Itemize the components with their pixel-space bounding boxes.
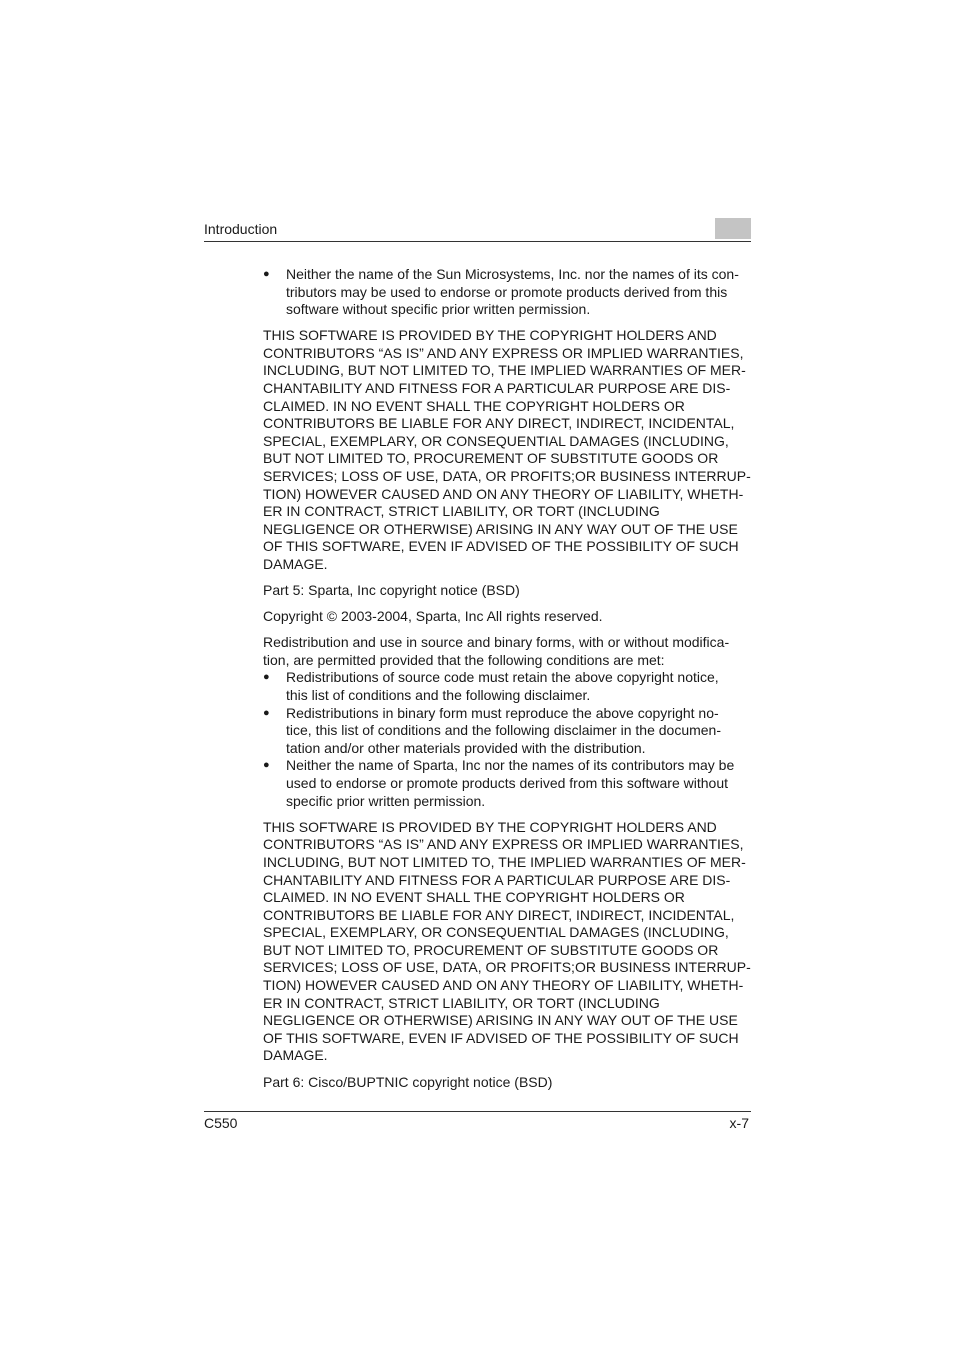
header-rule (204, 241, 751, 242)
part5-heading: Part 5: Sparta, Inc copyright notice (BSD) (263, 582, 520, 599)
list-item-text: Neither the name of the Sun Microsystems, Inc. nor the names of its con- tributors may be used to endorse or promote products derived from this software without specific prior written permission. (286, 266, 739, 318)
bullet-icon: ● (263, 759, 270, 772)
part6-heading: Part 6: Cisco/BUPTNIC copyright notice (BSD) (263, 1073, 553, 1090)
bullet-icon: ● (263, 706, 270, 719)
list-item-text: Redistributions of source code must retain the above copyright notice, this list of conditions and the following disclaimer. (286, 669, 719, 704)
bullet-list-sun (263, 266, 753, 319)
list-item (263, 266, 753, 319)
list-item (263, 705, 753, 758)
footer-model: C550 (204, 1115, 238, 1131)
section-tab-marker (715, 218, 751, 239)
bullet-list-sparta (263, 669, 753, 810)
bullet-icon: ● (263, 671, 270, 684)
disclaimer-paragraph: THIS SOFTWARE IS PROVIDED BY THE COPYRIGHT HOLDERS AND CONTRIBUTORS “AS IS” AND ANY EXPRESS OR IMPLIED WARRANTIES, INCLUDING, BUT NOT LIMITED TO, THE IMPLIED WARRANTIES OF MER- CHANTABILITY AND FITNESS FOR A PARTICULAR PURPOSE ARE DIS- CLAIMED. IN NO EVENT SHALL THE COPYRIGHT HOLDERS OR CONTRIBUTORS BE LIABLE FOR ANY DIRECT, INDIRECT, INCIDENTAL, SPECIAL, EXEMPLARY, OR CONSEQUENTIAL DAMAGES (INCLUDING, BUT NOT LIMITED TO, PROCUREMENT OF SUBSTITUTE GOODS OR SERVICES; LOSS OF USE, DATA, OR PROFITS;OR BUSINESS INTERRUP- TION) HOWEVER CAUSED AND ON ANY THEORY OF LIABILITY, WHETH- ER IN CONTRACT, STRICT LIABILITY, OR TORT (INCLUDING NEGLIGENCE OR OTHERWISE) ARISING IN ANY WAY OUT OF THE USE OF THIS SOFTWARE, EVEN IF ADVISED OF THE POSSIBILITY OF SUCH DAMAGE. (263, 327, 751, 572)
footer-rule (204, 1111, 751, 1112)
part5-intro: Redistribution and use in source and binary forms, with or without modifica- tion, are permitted provided that the following conditions are met: (263, 634, 730, 668)
list-item-text: Redistributions in binary form must reproduce the above copyright no- tice, this list of conditions and the following disclaimer in the documen- tation and/or other materials provided with the distribution. (286, 704, 721, 756)
part5-copyright: Copyright © 2003-2004, Sparta, Inc All rights reserved. (263, 608, 603, 625)
list-item (263, 757, 753, 810)
list-item-text: Neither the name of Sparta, Inc nor the names of its contributors may be used to endorse or promote products derived from this software without specific prior written permission. (286, 757, 735, 809)
footer-page-number: x-7 (729, 1115, 749, 1131)
list-item (263, 669, 753, 704)
section-title: Introduction (204, 221, 278, 237)
disclaimer-paragraph: THIS SOFTWARE IS PROVIDED BY THE COPYRIGHT HOLDERS AND CONTRIBUTORS “AS IS” AND ANY EXPRESS OR IMPLIED WARRANTIES, INCLUDING, BUT NOT LIMITED TO, THE IMPLIED WARRANTIES OF MER- CHANTABILITY AND FITNESS FOR A PARTICULAR PURPOSE ARE DIS- CLAIMED. IN NO EVENT SHALL THE COPYRIGHT HOLDERS OR CONTRIBUTORS BE LIABLE FOR ANY DIRECT, INDIRECT, INCIDENTAL, SPECIAL, EXEMPLARY, OR CONSEQUENTIAL DAMAGES (INCLUDING, BUT NOT LIMITED TO, PROCUREMENT OF SUBSTITUTE GOODS OR SERVICES; LOSS OF USE, DATA, OR PROFITS;OR BUSINESS INTERRUP- TION) HOWEVER CAUSED AND ON ANY THEORY OF LIABILITY, WHETH- ER IN CONTRACT, STRICT LIABILITY, OR TORT (INCLUDING NEGLIGENCE OR OTHERWISE) ARISING IN ANY WAY OUT OF THE USE OF THIS SOFTWARE, EVEN IF ADVISED OF THE POSSIBILITY OF SUCH DAMAGE. (263, 818, 751, 1064)
page-content (263, 266, 753, 1100)
bullet-icon: ● (263, 268, 270, 280)
